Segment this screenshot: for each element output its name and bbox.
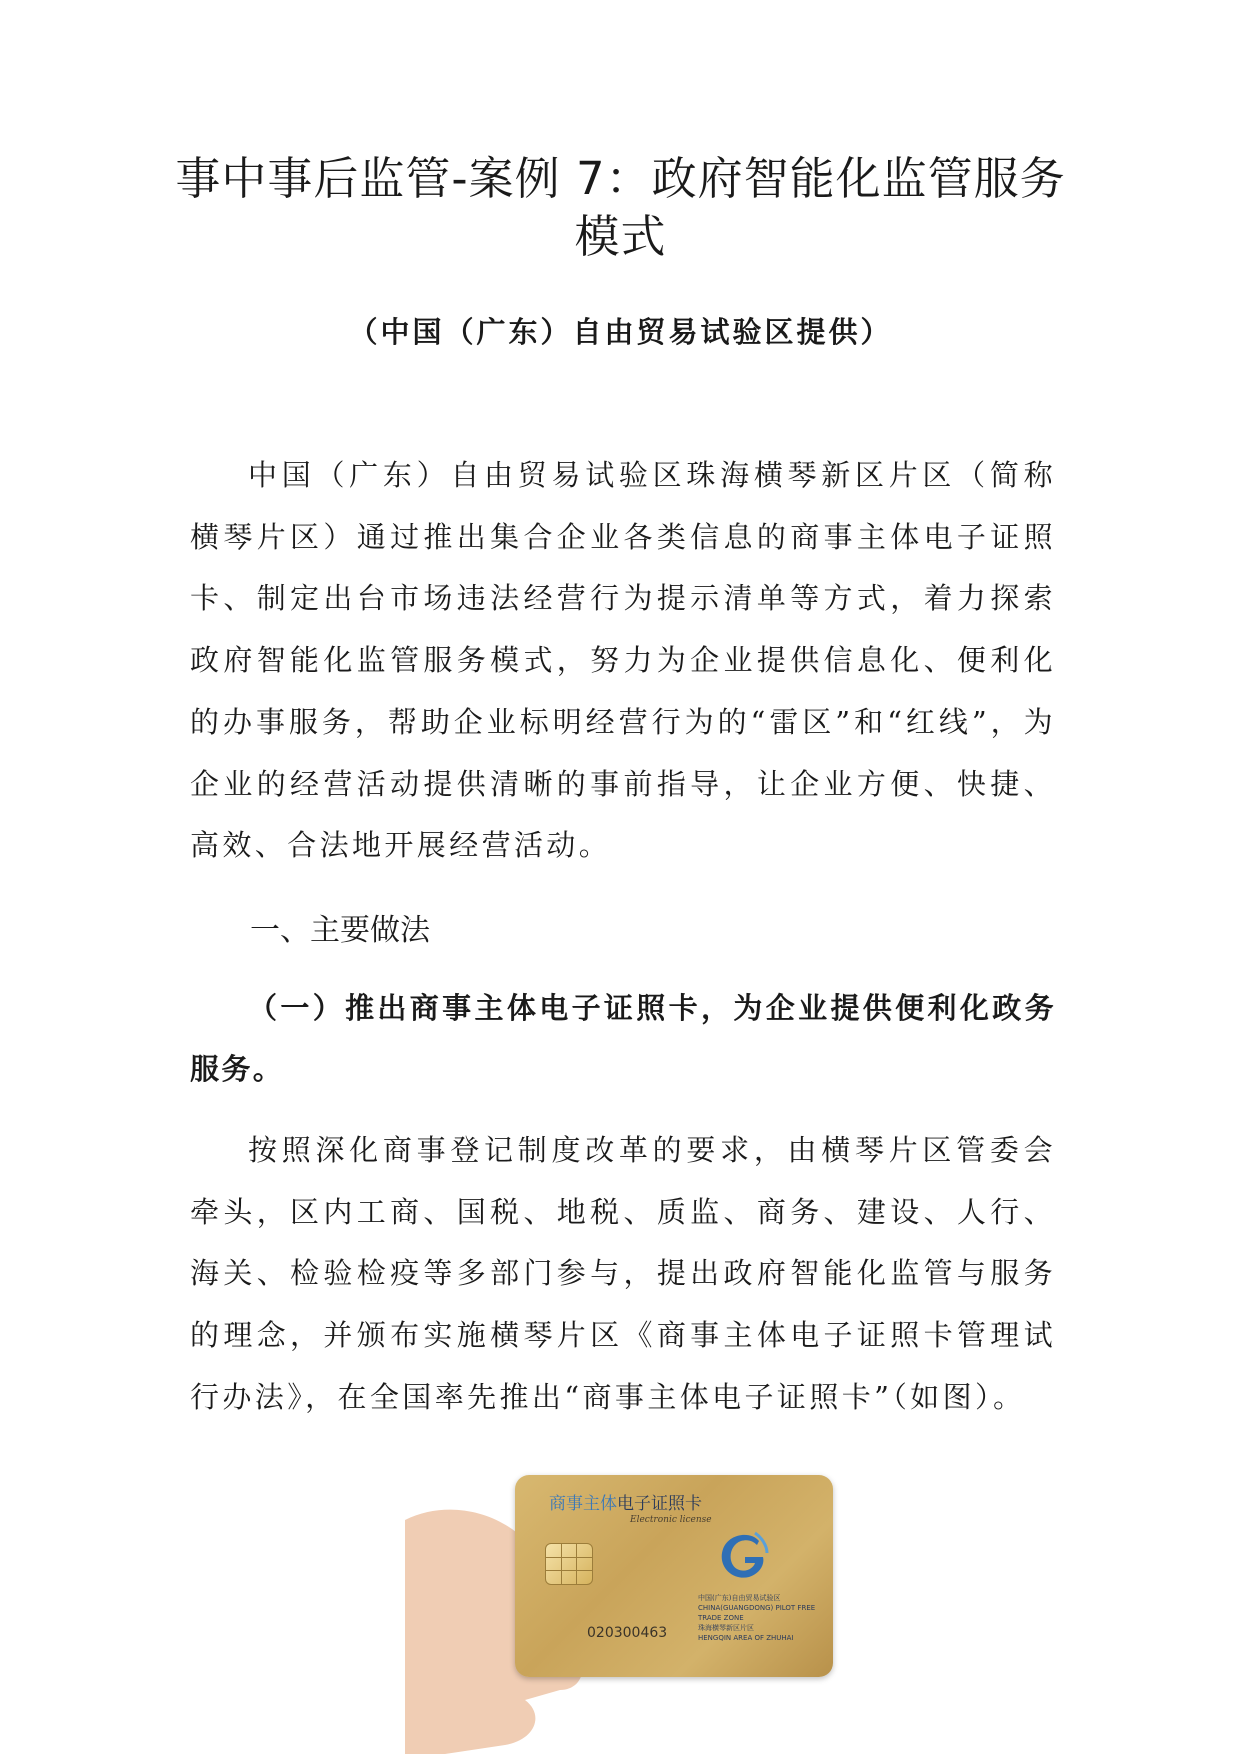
card-title-dark: 电子证照卡 — [617, 1494, 702, 1514]
subsection-heading-1: （一）推出商事主体电子证照卡，为企业提供便利化政务服务。 — [190, 991, 1056, 1086]
g-logo-icon — [715, 1527, 771, 1583]
card-title-blue: 商事主体 — [549, 1494, 617, 1514]
intro-paragraph: 中国（广东）自由贸易试验区珠海横琴新区片区（简称横琴片区）通过推出集合企业各类信息的商事主体电子证照卡、制定出台市场违法经营行为提示清单等方式，着力探索政府智能化监管服务模式，努力为企业提供信息化、便利化的办事服务，帮助企业标明经营行为的“雷区”和“红线”，为企业的经营活动提供清晰的事前指导，让企业方便、快捷、高效、合法地开展经营活动。 — [190, 458, 1056, 863]
card-title — [549, 1489, 702, 1514]
card-subtitle: Electronic license — [630, 1515, 712, 1525]
section-heading-main-practices: 一、主要做法 — [250, 913, 430, 948]
card-number: 020300463 — [587, 1625, 668, 1641]
license-card-photo — [405, 1470, 845, 1754]
document-subtitle: （中国（广东）自由贸易试验区提供） — [348, 315, 893, 349]
card-organization: 中国(广东)自由贸易试验区 CHINA(GUANGDONG) PILOT FREE TRADE ZONE 珠海横琴新区片区 HENGQIN AREA OF ZHUHAI — [698, 1594, 816, 1642]
electronic-license-card — [515, 1475, 833, 1677]
chip-icon — [545, 1543, 593, 1585]
document-title: 事中事后监管-案例 7：政府智能化监管服务模式 — [175, 152, 1066, 263]
body-paragraph-2: 按照深化商事登记制度改革的要求，由横琴片区管委会牵头，区内工商、国税、地税、质监、商务、建设、人行、海关、检验检疫等多部门参与，提出政府智能化监管与服务的理念，并颁布实施横琴片区《商事主体电子证照卡管理试行办法》，在全国率先推出“商事主体电子证照卡”（如图）。 — [190, 1133, 1056, 1414]
